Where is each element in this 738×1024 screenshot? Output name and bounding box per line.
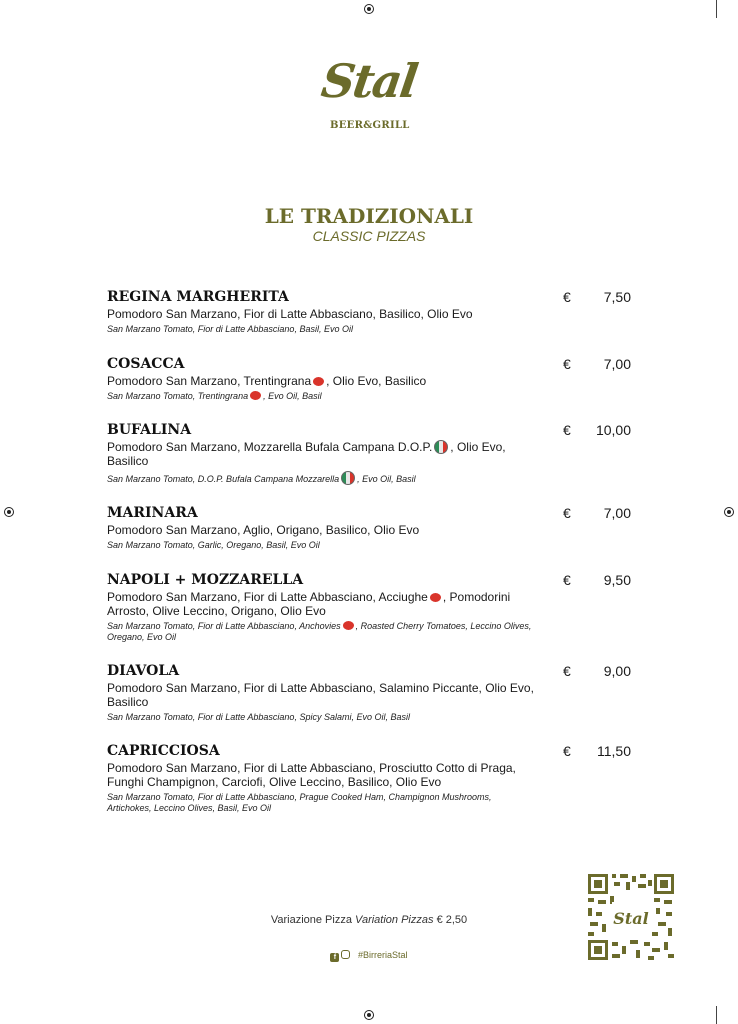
price-amount: 7,00	[603, 505, 631, 521]
brand-logo	[0, 54, 738, 131]
price-amount: 10,00	[595, 422, 631, 438]
item-description: Pomodoro San Marzano, Aglio, Origano, Basilico, Olio Evo	[107, 523, 420, 537]
price-amount: 11,50	[597, 743, 631, 759]
price-amount: 9,50	[603, 572, 631, 588]
registration-mark-left	[4, 507, 14, 517]
variation-price: € 2,50	[436, 914, 468, 926]
registration-mark-right	[724, 507, 734, 517]
menu-item	[107, 742, 637, 814]
brand-tagline: BEER&GRILL	[330, 120, 410, 131]
item-name: REGINA MARGHERITA	[107, 289, 289, 305]
brand-name: Stal	[318, 54, 420, 108]
item-name: MARINARA	[107, 505, 198, 521]
trans-text: San Marzano Tomato, Fior di Latte Abbasciano, Anchovies	[107, 621, 341, 631]
instagram-icon[interactable]	[341, 950, 350, 959]
menu-item	[107, 662, 637, 723]
item-description: Pomodoro San Marzano, Fior di Latte Abbasciano, Prosciutto Cotto di Praga, Funghi Champignon, Carciofi, Olive Leccino, Basilico, Olio Evo	[107, 761, 516, 789]
price-amount: 7,00	[603, 356, 631, 372]
menu-item	[107, 571, 637, 643]
item-name: COSACCA	[107, 356, 185, 372]
dop-seal-icon	[341, 471, 355, 485]
qr-code[interactable]	[586, 872, 676, 962]
registration-mark-top	[364, 4, 374, 14]
hashtag: #BirreriaStal	[357, 950, 408, 960]
item-description: Pomodoro San Marzano, Fior di Latte Abbasciano, Salamino Piccante, Olio Evo, Basilico	[107, 681, 534, 709]
item-translation: San Marzano Tomato, Fior di Latte Abbasciano, Basil, Evo Oil	[107, 324, 353, 334]
section-title: LE TRADIZIONALI	[264, 204, 474, 228]
item-translation: San Marzano Tomato, Fior di Latte Abbasciano, Prague Cooked Ham, Champignon Mushrooms, Artichokes, Leccino Olives, Basil, Evo Oil	[107, 792, 492, 813]
desc-text: Pomodoro San Marzano, Fior di Latte Abbasciano, Acciughe	[107, 590, 428, 604]
section-heading	[0, 204, 738, 244]
desc-text: , Olio Evo, Basilico	[326, 374, 427, 388]
trans-text: , Roasted Cherry Tomatoes, Leccino Olives, Oregano, Evo Oil	[107, 621, 532, 642]
menu-item	[107, 504, 637, 551]
item-name: DIAVOLA	[107, 663, 180, 679]
menu-list	[107, 288, 637, 814]
item-description	[107, 440, 537, 468]
qr-brand-text: Stal	[613, 909, 649, 928]
item-translation: San Marzano Tomato, Fior di Latte Abbasciano, Spicy Salami, Evo Oil, Basil	[107, 712, 410, 722]
facebook-icon[interactable]: f	[330, 953, 339, 962]
trans-text: San Marzano Tomato, Trentingrana	[107, 391, 249, 401]
item-description: Pomodoro San Marzano, Fior di Latte Abbasciano, Basilico, Olio Evo	[107, 307, 473, 321]
desc-text: Pomodoro San Marzano, Trentingrana	[107, 374, 312, 388]
currency-symbol: €	[563, 572, 571, 588]
menu-item	[107, 288, 637, 335]
crop-mark	[716, 1006, 717, 1024]
trans-text: , Evo Oil, Basil	[263, 391, 322, 401]
chili-badge-icon	[250, 391, 261, 400]
menu-item	[107, 421, 637, 485]
currency-symbol: €	[563, 422, 571, 438]
variation-label-en: Variation Pizzas	[355, 914, 434, 926]
currency-symbol: €	[563, 743, 571, 759]
item-name: CAPRICCIOSA	[107, 743, 220, 759]
item-description	[107, 374, 537, 388]
currency-symbol: €	[563, 663, 571, 679]
desc-text: , Olio Evo, Basilico	[107, 440, 506, 468]
trans-text: , Evo Oil, Basil	[357, 474, 416, 484]
item-description	[107, 590, 537, 618]
price-amount: 9,00	[603, 663, 631, 679]
desc-text: , Pomodorini Arrosto, Olive Leccino, Origano, Olio Evo	[107, 590, 511, 618]
item-name: NAPOLI + MOZZARELLA	[107, 572, 304, 588]
currency-symbol: €	[563, 505, 571, 521]
desc-text: Pomodoro San Marzano, Mozzarella Bufala Campana D.O.P.	[107, 440, 433, 454]
crop-mark	[716, 0, 717, 18]
price-amount: 7,50	[603, 289, 631, 305]
chili-badge-icon	[343, 621, 354, 630]
chili-badge-icon	[430, 593, 441, 602]
menu-item	[107, 355, 637, 402]
section-subtitle: CLASSIC PIZZAS	[312, 228, 426, 244]
item-translation: San Marzano Tomato, Garlic, Oregano, Basil, Evo Oil	[107, 540, 320, 550]
item-translation	[107, 391, 537, 402]
item-translation	[107, 621, 537, 643]
currency-symbol: €	[563, 356, 571, 372]
item-name: BUFALINA	[107, 422, 192, 438]
variation-label: Variazione Pizza	[270, 914, 352, 926]
currency-symbol: €	[563, 289, 571, 305]
trans-text: San Marzano Tomato, D.O.P. Bufala Campana Mozzarella	[107, 474, 340, 484]
item-translation	[107, 471, 537, 485]
registration-mark-bottom	[364, 1010, 374, 1020]
chili-badge-icon	[313, 377, 324, 386]
dop-seal-icon	[434, 440, 448, 454]
